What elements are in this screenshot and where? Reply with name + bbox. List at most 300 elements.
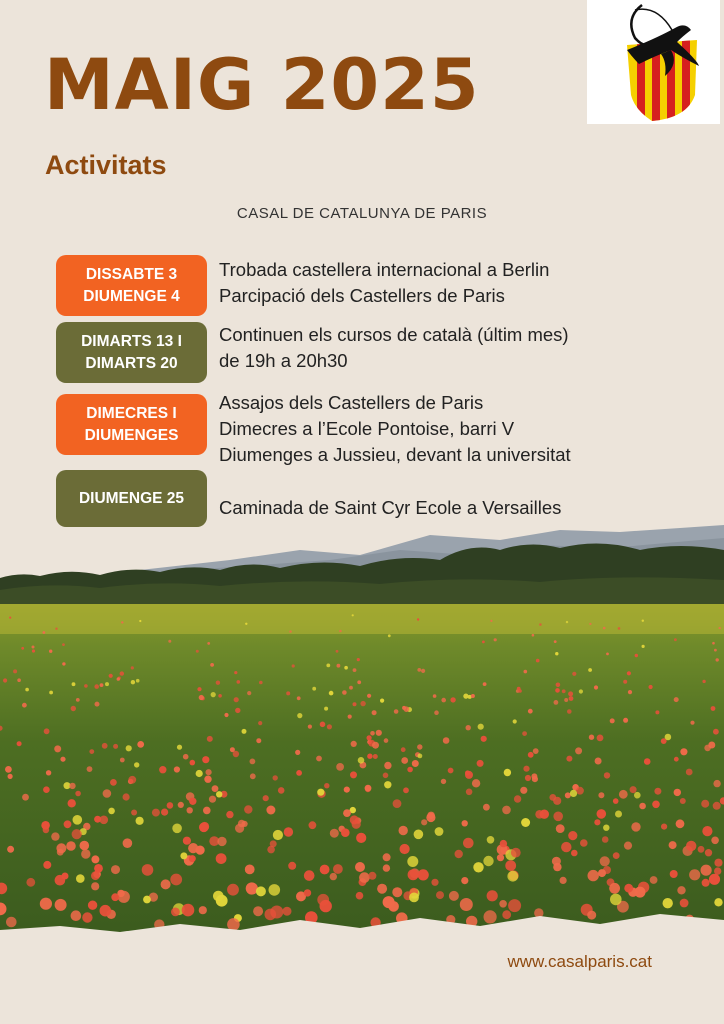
poppy-flower	[109, 674, 113, 678]
rapeseed-flower	[358, 757, 365, 764]
rapeseed-flower	[521, 818, 530, 827]
poppy-flower	[594, 819, 600, 825]
poppy-flower	[234, 697, 239, 702]
poppy-flower	[624, 884, 633, 893]
poppy-flower	[517, 687, 521, 691]
poppy-flower	[505, 860, 516, 871]
poppy-flower	[552, 857, 561, 866]
poppy-flower	[711, 706, 716, 711]
rapeseed-flower	[663, 898, 673, 908]
poppy-flower	[471, 694, 475, 698]
poppy-flower	[196, 650, 199, 653]
poppy-flower	[55, 628, 57, 630]
poppy-flower	[610, 718, 615, 723]
poppy-flower	[142, 864, 154, 876]
poppy-flower	[348, 715, 352, 719]
poppy-flower	[677, 886, 685, 894]
poppy-flower	[357, 658, 360, 661]
poppy-flower	[511, 848, 521, 858]
rapeseed-flower	[177, 745, 182, 750]
poppy-flower	[631, 822, 640, 831]
poppy-flower	[554, 700, 559, 705]
poppy-flower	[3, 678, 7, 682]
poppy-flower	[556, 824, 565, 833]
poppy-flower	[270, 840, 277, 847]
poppy-flower	[466, 725, 471, 730]
poppy-flower	[341, 828, 350, 837]
rapeseed-flower	[603, 825, 609, 831]
poppy-flower	[202, 756, 209, 763]
poppy-flower	[523, 766, 529, 772]
event-line: Parcipació dels Castellers de Paris	[219, 285, 505, 306]
poppy-flower	[5, 766, 12, 773]
poppy-flower	[686, 841, 696, 851]
poppy-flower	[497, 854, 504, 861]
poppy-flower	[266, 806, 275, 815]
poppy-flower	[483, 804, 490, 811]
poppy-flower	[258, 721, 262, 725]
poppy-flower	[462, 820, 468, 826]
rapeseed-flower	[513, 719, 517, 723]
website-link[interactable]: www.casalparis.cat	[507, 952, 652, 971]
poppy-flower	[372, 742, 379, 749]
poppy-flower	[131, 666, 134, 669]
poppy-flower	[263, 795, 269, 801]
poppy-flower	[224, 713, 228, 717]
rapeseed-flower	[136, 679, 140, 683]
rapeseed-flower	[352, 614, 354, 616]
poppy-flower	[628, 690, 632, 694]
poppy-flower	[336, 650, 339, 653]
poppy-flower	[121, 621, 123, 623]
poppy-flower	[367, 694, 371, 698]
poppy-flower	[383, 853, 391, 861]
poppy-flower	[618, 627, 621, 630]
poppy-flower	[22, 703, 27, 708]
poppy-flower	[95, 702, 100, 707]
page-title: MAIG 2025	[44, 44, 480, 126]
poppy-flower	[183, 837, 191, 845]
rapeseed-flower	[196, 770, 203, 777]
poppy-flower	[123, 793, 130, 800]
poppy-flower	[320, 865, 330, 875]
rapeseed-flower	[245, 623, 247, 625]
poppy-flower	[370, 731, 375, 736]
poppy-flower	[630, 786, 637, 793]
rapeseed-flower	[384, 781, 391, 788]
poppy-flower	[441, 779, 446, 784]
poppy-flower	[339, 630, 342, 633]
poppy-flower	[84, 684, 88, 688]
poppy-flower	[216, 681, 220, 685]
rapeseed-flower	[143, 896, 151, 904]
poppy-flower	[244, 805, 252, 813]
poppy-flower	[714, 859, 722, 867]
event-line: Continuen els cursos de català (últim mes)	[219, 324, 569, 345]
poppy-flower	[117, 677, 120, 680]
poppy-flower	[613, 798, 619, 804]
poppy-flower	[500, 840, 507, 847]
poppy-flower	[60, 757, 65, 762]
badge-line: DIMECRES I	[86, 404, 177, 422]
poppy-flower	[394, 709, 399, 714]
poppy-flower	[91, 855, 99, 863]
poppy-flower	[709, 874, 720, 885]
poppy-flower	[120, 758, 125, 763]
organization-name: CASAL DE CATALUNYA DE PARIS	[236, 205, 488, 222]
poppy-flower	[288, 862, 296, 870]
poppy-flower	[580, 839, 588, 847]
poppy-flower	[412, 760, 419, 767]
poppy-flower	[644, 758, 651, 765]
rapeseed-flower	[642, 620, 644, 622]
poppy-flower	[167, 802, 174, 809]
poppy-flower	[75, 791, 81, 797]
poppy-flower	[595, 758, 602, 765]
poppy-flower	[207, 736, 213, 742]
poppy-flower	[43, 827, 50, 834]
poppy-flower	[351, 741, 357, 747]
poppy-flower	[600, 856, 610, 866]
poppy-flower	[713, 780, 720, 787]
poppy-flower	[441, 698, 446, 703]
rapeseed-flower	[344, 666, 348, 670]
event-line: de 19h a 20h30	[219, 350, 348, 371]
poppy-flower	[256, 738, 261, 743]
poppy-flower	[566, 756, 572, 762]
event-date-badge	[56, 255, 207, 316]
poppy-flower	[377, 884, 387, 894]
poppy-flower	[343, 809, 351, 817]
poppy-flower	[189, 798, 196, 805]
poppy-flower	[350, 771, 357, 778]
poppy-flower	[567, 709, 572, 714]
poppy-flower	[327, 724, 332, 729]
poppy-flower	[556, 683, 561, 688]
poppy-field-photo	[0, 520, 724, 950]
poppy-flower	[528, 752, 534, 758]
rapeseed-flower	[409, 893, 419, 903]
event-date-badge	[56, 470, 207, 527]
event-description	[219, 322, 569, 374]
poppy-flower	[393, 799, 402, 808]
poppy-flower	[674, 757, 679, 762]
poppy-flower	[22, 794, 29, 801]
rapeseed-flower	[25, 688, 29, 692]
poppy-flower	[466, 789, 473, 796]
poppy-flower	[525, 775, 531, 781]
poppy-flower	[199, 823, 209, 833]
rapeseed-flower	[180, 852, 187, 859]
poppy-flower	[568, 691, 573, 696]
poppy-flower	[234, 671, 237, 674]
rapeseed-flower	[388, 634, 391, 637]
poppy-flower	[676, 819, 685, 828]
poppy-flower	[650, 876, 658, 884]
badge-line: DIUMENGES	[84, 426, 179, 444]
poppy-flower	[680, 748, 687, 755]
poppy-flower	[183, 754, 189, 760]
poppy-flower	[342, 690, 347, 695]
poppy-flower	[571, 850, 578, 857]
poppy-flower	[245, 865, 255, 875]
poppy-flower	[367, 735, 372, 740]
poppy-flower	[355, 862, 365, 872]
rapeseed-flower	[435, 827, 444, 836]
poppy-flower	[49, 650, 52, 653]
poppy-flower	[461, 877, 468, 884]
rapeseed-flower	[324, 707, 328, 711]
poppy-flower	[227, 884, 239, 896]
poppy-flower	[402, 706, 406, 710]
poppy-flower	[309, 821, 317, 829]
poppy-flower	[449, 891, 459, 901]
poppy-flower	[353, 702, 357, 706]
poppy-flower	[170, 874, 182, 886]
poppy-flower	[137, 741, 144, 748]
poppy-flower	[87, 766, 93, 772]
poppy-flower	[32, 646, 35, 649]
poppy-flower	[594, 685, 598, 689]
poppy-flower	[587, 911, 596, 920]
poppy-flower	[360, 701, 365, 706]
rapeseed-flower	[297, 713, 302, 718]
poppy-flower	[417, 618, 419, 620]
badge-line: DIMARTS 13 I	[81, 332, 182, 350]
poppy-flower	[206, 769, 212, 775]
poppy-flower	[62, 643, 65, 646]
poppy-flower	[188, 843, 198, 853]
rapeseed-flower	[317, 789, 324, 796]
poppy-flower	[588, 870, 599, 881]
poppy-flower	[204, 776, 211, 783]
poppy-flower	[477, 760, 484, 767]
poppy-flower	[368, 872, 376, 880]
poppy-flower	[324, 783, 329, 788]
poppy-flower	[373, 754, 378, 759]
poppy-flower	[182, 904, 195, 917]
poppy-flower	[407, 767, 413, 773]
event-line: Trobada castellera internacional a Berlin	[219, 259, 550, 280]
poppy-flower	[333, 864, 343, 874]
rapeseed-flower	[642, 645, 645, 648]
poppy-flower	[635, 887, 646, 898]
poppy-flower	[88, 901, 97, 910]
poppy-flower	[627, 671, 631, 675]
event-line: Diumenges a Jussieu, devant la universitat	[219, 444, 571, 465]
poppy-flower	[71, 706, 76, 711]
poppy-flower	[6, 917, 17, 928]
poppy-flower	[528, 709, 533, 714]
poppy-flower	[320, 722, 326, 728]
rapeseed-flower	[463, 694, 468, 699]
poppy-flower	[316, 756, 322, 762]
poppy-flower	[431, 879, 438, 886]
poppy-flower	[597, 735, 604, 742]
poppy-flower	[392, 887, 402, 897]
poppy-flower	[514, 795, 521, 802]
poppy-flower	[624, 842, 632, 850]
rapeseed-flower	[566, 621, 568, 623]
poppy-flower	[604, 772, 610, 778]
casal-logo	[587, 0, 720, 124]
event-description	[219, 257, 549, 309]
rapeseed-flower	[407, 856, 418, 867]
poppy-flower	[43, 861, 51, 869]
poppy-flower	[69, 783, 75, 789]
poppy-flower	[216, 853, 227, 864]
poppy-flower	[356, 833, 366, 843]
poppy-flower	[330, 829, 339, 838]
rapeseed-flower	[414, 830, 424, 840]
poppy-flower	[8, 774, 13, 779]
poppy-flower	[401, 747, 406, 752]
poppy-flower	[209, 796, 216, 803]
event-description	[219, 390, 571, 468]
poppy-flower	[460, 898, 473, 911]
poppy-flower	[400, 844, 410, 854]
poppy-flower	[623, 680, 627, 684]
poppy-flower	[292, 664, 295, 667]
poppy-flower	[553, 812, 563, 822]
poppy-flower	[383, 864, 390, 871]
poppy-flower	[91, 871, 100, 880]
poppy-flower	[536, 659, 540, 663]
poppy-flower	[356, 892, 364, 900]
rapeseed-flower	[131, 680, 135, 684]
rapeseed-flower	[76, 874, 85, 883]
rapeseed-flower	[487, 836, 495, 844]
rapeseed-flower	[126, 745, 132, 751]
poppy-flower	[123, 838, 133, 848]
poppy-flower	[76, 698, 80, 702]
event-line: Assajos dels Castellers de Paris	[219, 392, 484, 413]
poppy-flower	[357, 680, 361, 684]
poppy-flower	[561, 842, 571, 852]
poppy-flower	[702, 680, 705, 683]
poppy-flower	[43, 786, 50, 793]
poppy-flower	[21, 647, 24, 650]
poppy-flower	[64, 820, 72, 828]
poppy-flower	[55, 899, 67, 911]
rapeseed-flower	[312, 687, 316, 691]
poppy-flower	[481, 736, 487, 742]
poppy-flower	[403, 787, 409, 793]
rapeseed-flower	[216, 791, 222, 797]
poppy-flower	[103, 789, 112, 798]
rapeseed-flower	[570, 790, 577, 797]
poppy-flower	[259, 681, 263, 685]
poppy-flower	[199, 906, 207, 914]
poppy-flower	[719, 627, 721, 629]
poppy-flower	[297, 696, 301, 700]
poppy-flower	[560, 877, 567, 884]
poppy-flower	[535, 810, 544, 819]
poppy-flower	[655, 710, 659, 714]
poppy-flower	[367, 754, 372, 759]
badge-line: DIMARTS 20	[85, 354, 178, 372]
rapeseed-flower	[136, 817, 144, 825]
poppy-flower	[168, 640, 171, 643]
poppy-flower	[598, 792, 604, 798]
poppy-flower	[670, 870, 678, 878]
poppy-flower	[602, 836, 609, 843]
poppy-flower	[384, 762, 391, 769]
poppy-flower	[383, 773, 389, 779]
poppy-flower	[237, 680, 241, 684]
poppy-flower	[576, 787, 584, 795]
poppy-flower	[613, 852, 620, 859]
poppy-flower	[539, 623, 542, 626]
poppy-flower	[499, 900, 507, 908]
poppy-flower	[690, 721, 694, 725]
poppy-flower	[436, 891, 444, 899]
rapeseed-flower	[256, 886, 266, 896]
poppy-flower	[111, 893, 119, 901]
rapeseed-flower	[134, 762, 139, 767]
rapeseed-flower	[418, 754, 423, 759]
rapeseed-flower	[615, 811, 622, 818]
poppy-flower	[51, 832, 59, 840]
poppy-flower	[336, 763, 344, 771]
rapeseed-flower	[473, 862, 483, 872]
poppy-flower	[597, 809, 607, 819]
poppy-flower	[17, 741, 22, 746]
poppy-flower	[13, 669, 17, 673]
poppy-flower	[227, 918, 240, 931]
poppy-flower	[564, 698, 568, 702]
poppy-flower	[353, 668, 357, 672]
poppy-flower	[337, 664, 341, 668]
poppy-flower	[7, 846, 14, 853]
poppy-flower	[484, 910, 497, 923]
poppy-flower	[418, 869, 429, 880]
rapeseed-flower	[216, 895, 228, 907]
rapeseed-flower	[507, 871, 518, 882]
poppy-flower	[686, 769, 693, 776]
poppy-flower	[9, 617, 11, 619]
poppy-flower	[284, 827, 293, 836]
poppy-flower	[674, 697, 679, 702]
poppy-flower	[43, 631, 46, 634]
poppy-flower	[376, 730, 382, 736]
poppy-flower	[100, 905, 112, 917]
poppy-flower	[714, 649, 717, 652]
poppy-flower	[450, 697, 455, 702]
poppy-flower	[278, 787, 285, 794]
poppy-flower	[472, 779, 480, 787]
rapeseed-flower	[555, 652, 558, 655]
rapeseed-flower	[73, 815, 83, 825]
poppy-flower	[32, 649, 35, 652]
poppy-flower	[81, 849, 90, 858]
poppy-flower	[654, 788, 661, 795]
rapeseed-flower	[329, 691, 334, 696]
rapeseed-flower	[172, 824, 182, 834]
poppy-flower	[426, 813, 435, 822]
poppy-flower	[44, 728, 50, 734]
poppy-flower	[207, 642, 210, 645]
poppy-flower	[417, 668, 421, 672]
poppy-flower	[189, 855, 196, 862]
poppy-flower	[421, 669, 425, 673]
poppy-flower	[365, 785, 372, 792]
poppy-flower	[520, 787, 527, 794]
poppy-flower	[635, 654, 638, 657]
event-line: Dimecres a l’Ecole Pontoise, barri V	[219, 418, 515, 439]
poppy-flower	[190, 760, 196, 766]
poppy-flower	[226, 811, 233, 818]
